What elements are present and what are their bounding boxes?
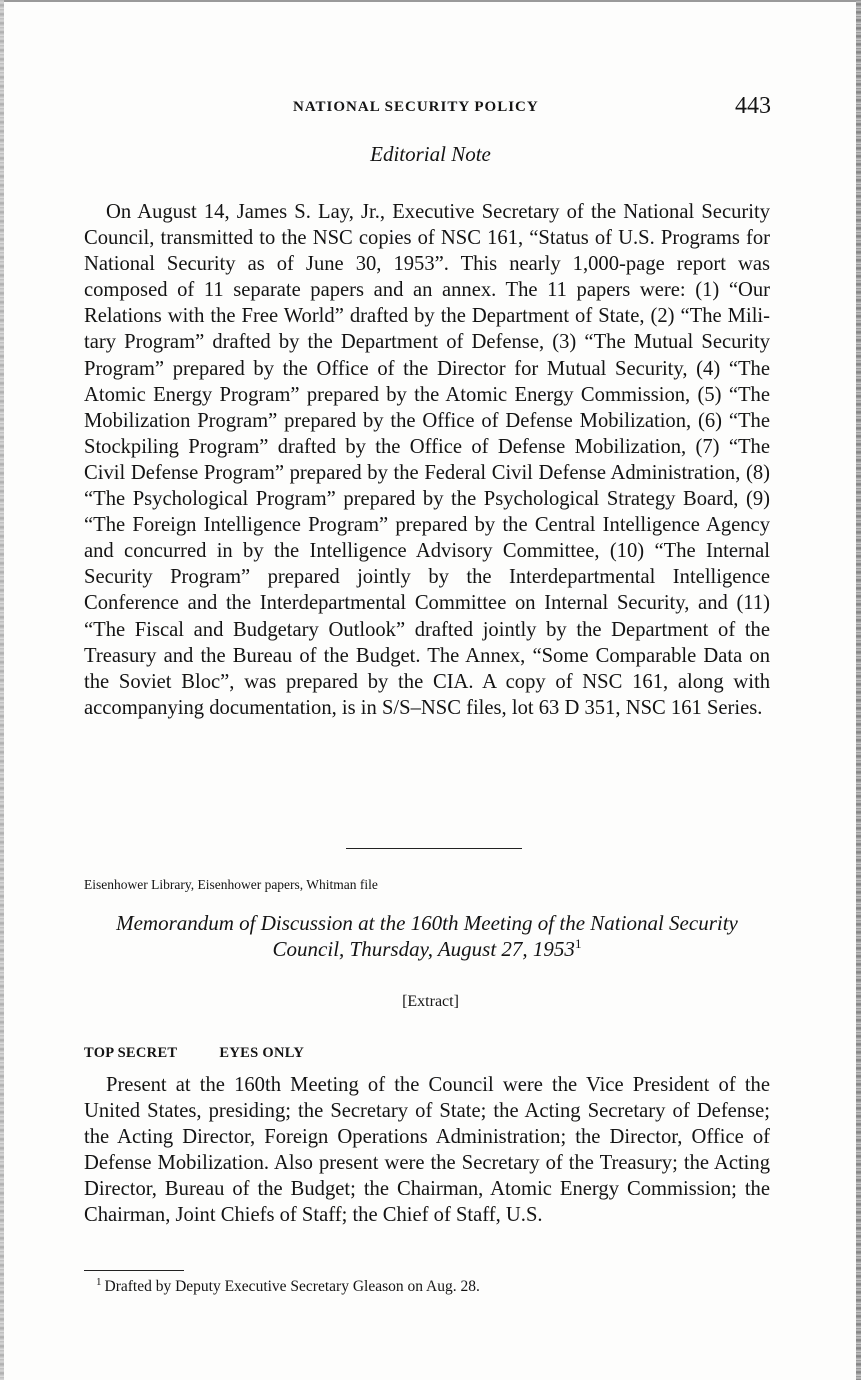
classification-line: [84, 1045, 304, 1062]
editorial-note-body: On August 14, James S. Lay, Jr., Executive Secretary of the National Security Council, transmitted to the NSC copies of NSC 161, “Status of U.S. Programs for National Security as of June 30, 1953”. This nearly 1,000-page report was composed of 11 separate papers and an annex. The 11 papers were: (1) “Our Relations with the Free World” drafted by the Department of State, (2) “The Military Program” drafted by the Department of Defense, (3) “The Mutual Security Program” prepared by the Office of the Director for Mutual Security, (4) “The Atomic Energy Program” prepared by the Atomic Energy Commission, (5) “The Mobilization Program” prepared by the Office of Defense Mobilization, (6) “The Stockpiling Program” drafted by the Office of Defense Mobilization, (7) “The Civil Defense Program” prepared by the Federal Civil Defense Administration, (8) “The Psychological Program” prepared by the Psychological Strategy Board, (9) “The Foreign Intelligence Program” prepared by the Central Intelligence Agency and concurred in by the Intelligence Advisory Committee, (10) “The Internal Security Program” prepared jointly by the Interdepartmental Intelligence Conference and the Interdepartmental Committee on Internal Security, and (11) “The Fiscal and Budgetary Outlook” drafted jointly by the Department of the Treasury and the Bureau of the Budget. The Annex, “Some Comparable Data on the Soviet Bloc”, was prepared by the CIA. A copy of NSC 161, along with accompanying documentation, is in S/S–NSC files, lot 63 D 351, NSC 161 Series.: [84, 201, 770, 719]
memorandum-body: Present at the 160th Meeting of the Council were the Vice President of the United States, presiding; the Secretary of State; the Acting Secretary of Defense; the Acting Director, Foreign Operations Administration; the Director, Office of Defense Mobilization. Also present were the Secretary of the Treasury; the Acting Director, Bureau of the Budget; the Chairman, Atomic Energy Commission; the Chairman, Joint Chiefs of Staff; the Chief of Staff, U.S.: [84, 1074, 770, 1227]
classification-top-secret: TOP SECRET: [84, 1045, 178, 1061]
extract-label: [Extract]: [402, 993, 459, 1010]
page-number: 443: [735, 93, 771, 119]
section-divider: [346, 848, 522, 849]
running-head: NATIONAL SECURITY POLICY: [293, 99, 539, 115]
footnote-divider: [84, 1270, 184, 1271]
source-note: Eisenhower Library, Eisenhower papers, Whitman file: [84, 877, 378, 892]
scan-edge-left: [0, 0, 4, 1380]
scan-edge-right: [856, 0, 861, 1380]
footnote-marker: 1: [96, 1275, 102, 1288]
footnote-reference: 1: [574, 936, 582, 951]
footnote: [96, 1275, 480, 1296]
classification-eyes-only: EYES ONLY: [219, 1045, 305, 1061]
memorandum-title: [84, 910, 770, 962]
editorial-note-heading: Editorial Note: [370, 142, 491, 166]
memorandum-title-text: Memorandum of Discussion at the 160th Meeting of the National Security Council, Thursday, August 27, 1953: [116, 911, 738, 961]
footnote-text: Drafted by Deputy Executive Secretary Gleason on Aug. 28.: [104, 1278, 480, 1295]
scan-edge-top: [0, 0, 861, 2]
